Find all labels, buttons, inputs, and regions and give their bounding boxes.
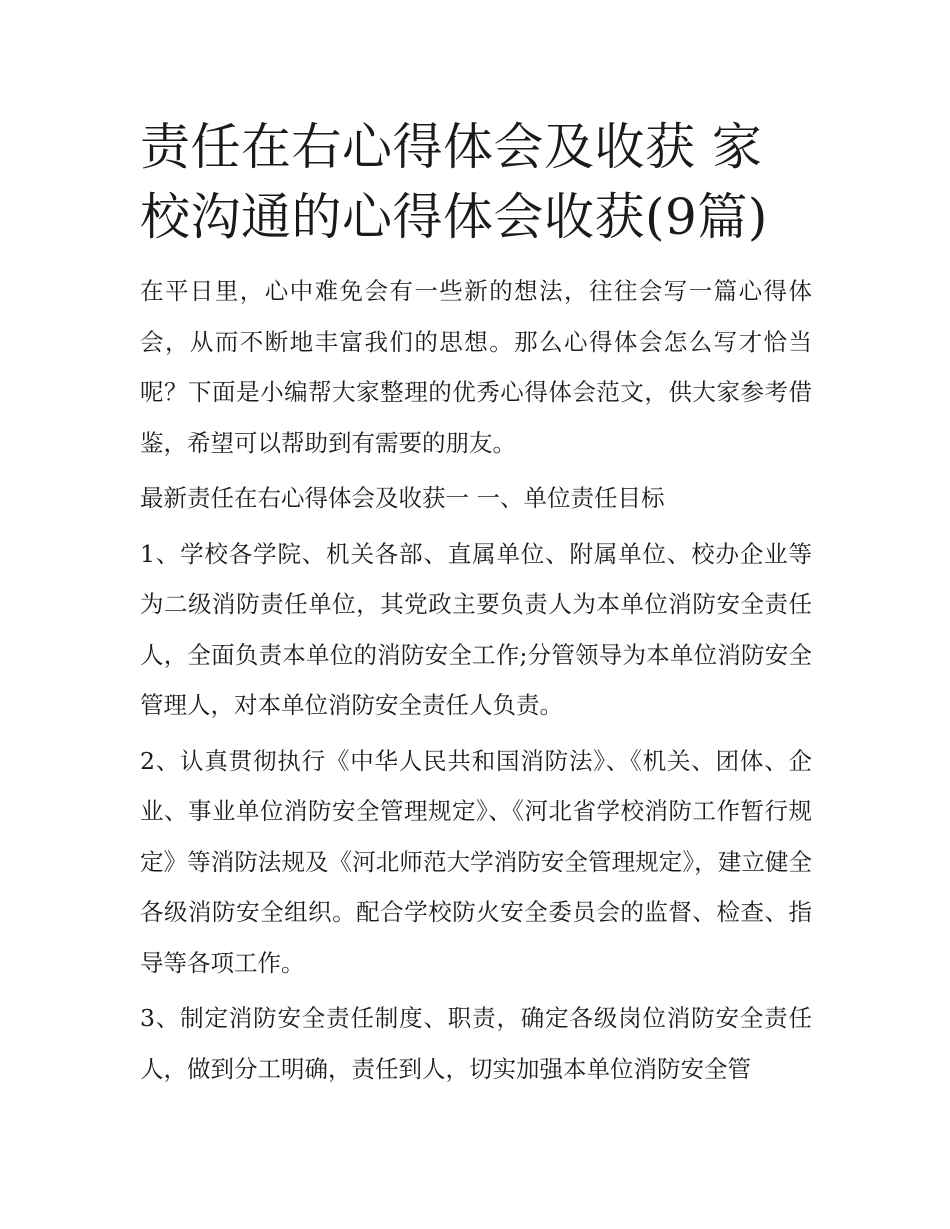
paragraph-item-3: 3、制定消防安全责任制度、职责，确定各级岗位消防安全责任人，做到分工明确，责任到人，切实加强本单位消防安全管 [140,1004,812,1083]
paragraph-item-1: 1、学校各学院、机关各部、直属单位、附属单位、校办企业等为二级消防责任单位，其党政主要负责人为本单位消防安全责任人，全面负责本单位的消防安全工作;分管领导为本单位消防安全管理人，对本单位消防安全责任人负责。 [140,539,812,719]
section-heading: 最新责任在右心得体会及收获一 一、单位责任目标 [140,484,665,512]
paragraph-item-2: 2、认真贯彻执行《中华人民共和国消防法》、《机关、团体、企业、事业单位消防安全管理规定》、《河北省学校消防工作暂行规定》等消防法规及《河北师范大学消防安全管理规定》，建立健全各级消防安全组织。配合学校防火安全委员会的监督、检查、指导等各项工作。 [140,746,812,977]
document-title: 责任在右心得体会及收获 家校沟通的心得体会收获(9篇) [140,118,768,246]
document-page [140,112,812,1094]
intro-paragraph: 在平日里，心中难免会有一些新的想法，往往会写一篇心得体会，从而不断地丰富我们的思想。那么心得体会怎么写才恰当呢？下面是小编帮大家整理的优秀心得体会范文，供大家参考借鉴，希望可以帮助到有需要的朋友。 [140,277,812,457]
document-body [140,266,812,1094]
